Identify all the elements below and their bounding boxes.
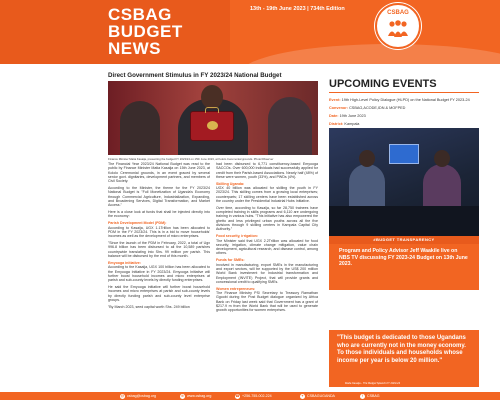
paragraph: "By March 2023, seed capital worth Shs. 249 billion bbox=[108, 304, 190, 309]
footer-email-text: csbag@csbag.org bbox=[127, 394, 157, 398]
hashtag-banner: #BUDGET TRANSPARENCY bbox=[329, 236, 479, 244]
guest-figure bbox=[423, 164, 461, 212]
issue-date: 13th - 19th June 2023 | 734th Edition bbox=[250, 6, 345, 12]
footer-website[interactable] bbox=[180, 393, 211, 399]
paragraph: According to the Minister, the theme for the FY 2023/24 National Budget is "Full Monetization of Uganda's Economy through Commercial Agriculture, Industrialization, Expanding, and Broadening Services, Digital Transformation, and Market Access." bbox=[108, 186, 210, 208]
footer-facebook[interactable] bbox=[360, 393, 380, 399]
convenor-row bbox=[329, 106, 479, 111]
people-icon bbox=[386, 20, 410, 38]
presenter-figure bbox=[349, 164, 385, 212]
twitter-icon: ✦ bbox=[300, 393, 304, 398]
convenor-value: CSBAG,ACODE,IDN & MOFPED bbox=[349, 106, 406, 110]
paragraph: Here is a close look at funds that shall be injected directly into the economy: bbox=[108, 210, 210, 219]
article-title: Direct Government Stimulus in FY 2023/24 National Budget bbox=[108, 72, 282, 79]
masthead-line-2: BUDGET bbox=[108, 22, 183, 41]
paragraph: Over time, according to Kasaija, so far 28,750 trainees have completed training in skills programs and 6,110 are undergoing training in various hubs. "This initiative has also empowered the ghetto and less privileged urban youths across all the five divisions through 9 skilling centers in Kampala Capital City Authority." bbox=[216, 205, 318, 232]
presenter-head bbox=[359, 150, 375, 167]
phone-icon: ☎ bbox=[235, 393, 240, 398]
subheading: Parish Development Model (PDM): bbox=[108, 221, 167, 226]
upcoming-divider bbox=[329, 92, 479, 93]
studio-desk bbox=[329, 206, 479, 236]
footer-phone-text: +256-755-002-224 bbox=[242, 394, 272, 398]
footer-phone[interactable] bbox=[235, 393, 272, 399]
paragraph: "Since the launch of the PDM in February, 2022, a total of Ugx 996.8 billion has been disbursed to all the 10,589 parishes countrywide translating into Shs. 99 million per parish. This balance will be disbursed by the end of this month. bbox=[108, 241, 210, 259]
paragraph: The Finance Ministry PS/ Secretary to Treasury Ramathan Ggoobi during the Post Budget dialogue organized by Africa Bank on Friday last week said that Government has a grant of $217.9 m from the World Bank that will be used to generate growth opportunities for women enterprises. bbox=[216, 290, 318, 313]
paragraph: He said the Emyooga initiative will further boost household incomes and micro enterprises at parish and sub-county levels by directly funding parish and sub-county level enterprise groups. bbox=[108, 284, 210, 302]
footer-social-text: CSBAGUGANDA bbox=[307, 394, 335, 398]
article-column-1 bbox=[108, 162, 210, 312]
event-value: 19th High-Level Policy Dialogue (HLPD) on the National Budget FY 2023-24 bbox=[341, 98, 470, 102]
subheading: Women entrepreneurs: bbox=[216, 286, 256, 291]
convenor-label: Convenor: bbox=[329, 106, 348, 110]
footer-social[interactable] bbox=[300, 393, 335, 399]
guest-head bbox=[434, 150, 450, 167]
facebook-icon: f bbox=[362, 393, 363, 398]
masthead-line-3: NEWS bbox=[108, 39, 161, 58]
district-value: Kampala bbox=[344, 122, 360, 126]
footer-bar bbox=[0, 392, 500, 400]
paragraph: According to Kasaija, UGX 1.1Trillion has been allocated to PDM in the FY 2023/24. This is in a bid to move households' incomes as well as the development of micro enterprises. bbox=[108, 225, 210, 239]
subheading: Skilling Uganda: bbox=[216, 181, 245, 186]
logo-text: CSBAG bbox=[387, 10, 409, 16]
district-label: District: bbox=[329, 122, 344, 126]
budget-briefcase bbox=[190, 111, 234, 141]
briefcase-crest bbox=[207, 121, 218, 130]
photo-person-right bbox=[268, 97, 312, 155]
district-row bbox=[329, 122, 479, 127]
photo-caption: Finance Minister Matia Kasaija, presenting the budget FY 2023/24 on 15th June 2023, at Kololo Ceremonial grounds. Photo/Observer bbox=[108, 157, 274, 161]
studio-screen bbox=[389, 144, 419, 164]
paragraph: The Financial Year 2023/24 National Budget was read to the public by Finance Minister Matia Kasaija on 15th June 2023, at Kololo Ceremonial grounds, in an event graced by several senior govt. dignitaries, development partners, and members of Civil Society. bbox=[108, 162, 210, 184]
date-value: 19th June 2023 bbox=[339, 114, 366, 118]
budget-photo bbox=[108, 81, 318, 155]
paragraph: Involved in manufacturing, export SMEs in the manufacturing and export sectors, will be supported by the US$ 200 million World Bank investment for Industrial transformation and Employment (INVITE) Project, that will provide grants and concessional credit to qualifying SMEs. bbox=[216, 262, 318, 284]
masthead-title bbox=[108, 6, 183, 57]
footer-email[interactable] bbox=[120, 393, 156, 399]
globe-icon: ⊕ bbox=[180, 393, 184, 398]
tv-studio-photo bbox=[329, 128, 479, 236]
paragraph: The Minister said that UGX 2.2Trillion was allocated for food security, irrigation, climate change mitigation, value chain development, agricultural research, and disease control, among others. bbox=[216, 238, 318, 256]
paragraph: UGX 40 billion was allocated for skilling the youth in FY 2023/24. This skilling comes from a growing local enterprises; counterparts; 17 skilling centers have been established across the country under the Presidential Industrial Hubs Initiative. bbox=[216, 186, 318, 203]
event-row bbox=[329, 98, 479, 103]
event-details bbox=[329, 98, 479, 130]
date-label: Date: bbox=[329, 114, 339, 118]
footer-website-text: www.csbag.org bbox=[187, 394, 212, 398]
csbag-logo bbox=[375, 3, 421, 49]
date-row bbox=[329, 114, 479, 119]
masthead-banner bbox=[0, 0, 500, 64]
footer-facebook-text: CSBAG bbox=[367, 394, 380, 398]
quote-attribution: Matia Kasaija - The Budget Speech FY 2023-24 bbox=[345, 382, 401, 385]
subheading: Funds for SMEs: bbox=[216, 258, 245, 263]
paragraph: had been disbursed to 6,771 constituency-based Emyooga SACCOs. Over 600,000 individuals had successfully applied for credit from their Parish-based Associations. Nearly half (48%) of these were women, youth (33%), and PWDs (4%). bbox=[216, 162, 318, 179]
briefcase-handle bbox=[205, 107, 219, 113]
budget-quote: "This budget is dedicated to those Ugandans who are currently not in the money economy. To those individuals and households whose income per year is below 20 million." bbox=[329, 330, 479, 387]
promo-caption: Program and Policy Advisor Jeff Waakile live on NBS TV discussing FY 2023-24 Budget on 13th June 2023. bbox=[329, 244, 479, 290]
event-label: Event: bbox=[329, 98, 341, 102]
photo-minister-head bbox=[201, 85, 223, 109]
photo-person-left bbox=[120, 101, 160, 155]
masthead-line-1: CSBAG bbox=[108, 5, 172, 24]
subheading: Emyooga initiative: bbox=[108, 260, 141, 265]
paragraph: According to the Kasaija, UGX 100 billion has been allocated to the Emyooga Initiative in FY 2023/24. Emyooga Initiative will further boost household incomes and micro enterprises at parish and sub-county levels by directly funding enterprises. bbox=[108, 265, 210, 283]
header-wave bbox=[240, 44, 500, 64]
upcoming-events-title: UPCOMING EVENTS bbox=[329, 78, 437, 90]
email-icon: @ bbox=[120, 393, 125, 398]
subheading: Food security, irrigation: bbox=[216, 234, 259, 239]
article-column-2 bbox=[216, 162, 318, 315]
